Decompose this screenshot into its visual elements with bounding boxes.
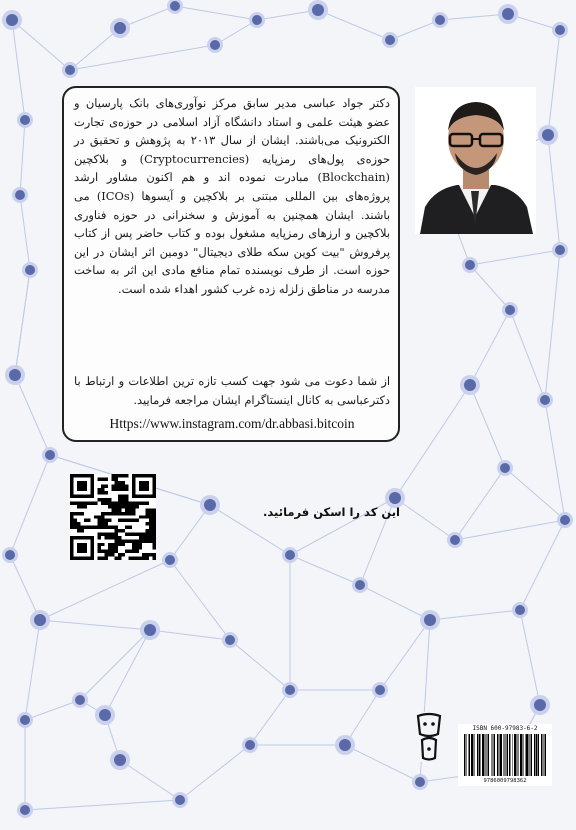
network-node xyxy=(20,805,30,815)
network-edge xyxy=(40,560,170,620)
network-node xyxy=(75,695,85,705)
network-node xyxy=(555,245,565,255)
network-edge xyxy=(175,6,257,20)
network-edge xyxy=(470,310,510,385)
network-edge xyxy=(170,560,230,640)
network-node xyxy=(560,515,570,525)
network-node xyxy=(450,535,460,545)
network-node xyxy=(34,614,46,626)
network-edge xyxy=(380,620,430,690)
network-node xyxy=(6,14,18,26)
network-edge xyxy=(15,270,30,375)
author-photo xyxy=(415,87,536,234)
isbn-barcode-block xyxy=(458,724,552,786)
network-edge xyxy=(395,498,455,540)
network-edge xyxy=(20,120,25,195)
network-edge xyxy=(430,610,520,620)
network-edge xyxy=(548,135,560,250)
network-edge xyxy=(250,690,290,745)
network-node xyxy=(20,115,30,125)
network-node xyxy=(339,739,351,751)
network-node xyxy=(389,492,401,504)
network-node xyxy=(210,40,220,50)
network-node xyxy=(65,65,75,75)
network-node xyxy=(25,265,35,275)
network-edge xyxy=(230,640,290,690)
network-node xyxy=(555,25,565,35)
network-edge xyxy=(360,585,430,620)
network-node xyxy=(9,369,21,381)
network-edge xyxy=(470,385,505,468)
network-node xyxy=(245,740,255,750)
network-edge xyxy=(25,620,40,720)
instagram-url[interactable]: Https://www.instagram.com/dr.abbasi.bitcoin xyxy=(109,416,355,431)
publisher-logo xyxy=(414,712,444,762)
network-edge xyxy=(40,620,150,630)
instagram-invite-text: از شما دعوت می شود جهت کسب تازه ترین اطلاعات و ارتباط با دکترعباسی به کانال اینستاگرام ایشان مراجعه فرمایید. xyxy=(74,374,390,407)
network-edge xyxy=(440,14,508,20)
network-node xyxy=(542,129,554,141)
network-node xyxy=(114,754,126,766)
network-node xyxy=(505,305,515,315)
network-edge xyxy=(70,45,215,70)
network-edge xyxy=(548,30,560,135)
network-edge xyxy=(20,195,30,270)
network-edge xyxy=(10,555,40,620)
network-edge xyxy=(470,265,510,310)
network-edge xyxy=(10,455,50,555)
network-edge xyxy=(520,520,565,610)
network-edge xyxy=(150,630,230,640)
network-node xyxy=(170,1,180,11)
network-node xyxy=(435,15,445,25)
network-edge xyxy=(80,630,150,700)
network-edge xyxy=(15,375,50,455)
network-node xyxy=(312,4,324,16)
network-edge xyxy=(455,520,565,540)
network-edge xyxy=(510,310,545,400)
network-edge xyxy=(25,700,80,720)
network-node xyxy=(355,580,365,590)
network-node xyxy=(285,550,295,560)
network-node xyxy=(20,715,30,725)
network-edge xyxy=(545,400,565,520)
network-node xyxy=(175,795,185,805)
network-node xyxy=(225,635,235,645)
network-edge xyxy=(120,760,180,800)
qr-code[interactable] xyxy=(70,474,156,560)
network-edge xyxy=(170,505,210,560)
network-edge xyxy=(345,745,420,782)
network-edge xyxy=(105,630,150,715)
qr-scan-caption: این کد را اسکن فرمائید. xyxy=(263,505,400,519)
network-edge xyxy=(390,20,440,40)
network-node xyxy=(424,614,436,626)
network-node xyxy=(415,777,425,787)
network-edge xyxy=(505,468,565,520)
network-node xyxy=(165,555,175,565)
network-edge xyxy=(520,610,540,705)
barcode-number: 9786009798362 xyxy=(483,778,527,784)
network-node xyxy=(15,190,25,200)
network-edge xyxy=(25,800,180,810)
network-node xyxy=(5,550,15,560)
network-edge xyxy=(180,745,250,800)
network-node xyxy=(502,8,514,20)
network-node xyxy=(45,450,55,460)
network-node xyxy=(534,699,546,711)
network-edge xyxy=(318,10,390,40)
network-node xyxy=(465,260,475,270)
network-node xyxy=(515,605,525,615)
network-node xyxy=(144,624,156,636)
network-node xyxy=(385,35,395,45)
network-edge xyxy=(455,468,505,540)
barcode xyxy=(464,734,546,776)
network-node xyxy=(540,395,550,405)
network-edge xyxy=(545,250,560,400)
network-edge xyxy=(290,555,360,585)
network-node xyxy=(464,379,476,391)
network-node xyxy=(252,15,262,25)
network-node xyxy=(204,499,216,511)
network-edge xyxy=(470,250,560,265)
network-node xyxy=(375,685,385,695)
network-node xyxy=(285,685,295,695)
network-edge xyxy=(12,20,70,70)
author-bio-text: دکتر جواد عباسی مدیر سابق مرکز نوآوری‌های بانک پارسیان و عضو هیئت علمی و استاد دانشگاه آزاد اسلامی در حوزه‌ی تجارت الکترونیک می‌باشند. ایشان از سال ۲۰۱۳ به پژوهش و تحقیق در حوزه‌ی پول‌های رمزپایه (Cryptocurrencies) و بلاکچین (Blockchain) مبادرت نموده اند و هم اکنون مشاور ارشد پروژه‌های بین المللی مبتنی بر بلاکچین و آیسوها (ICOs) می باشند. ایشان همچنین به آموزش و سخنرانی در حوزه فناوری بلاکچین و ارزهای رمزپایه مشغول بوده و کتاب حاضر پس از کتاب پرفروش "بیت کوین سکه طلای دیجیتال" دومین اثر ایشان در این حوزه است. از طرف نویسنده تمام منافع مادی این اثر به ساخت مدرسه در مناطق زلزله زده غرب کشور اهداء شده است. xyxy=(74,96,390,296)
network-node xyxy=(114,22,126,34)
network-node xyxy=(99,709,111,721)
isbn-label: ISBN 600-97983-6-2 xyxy=(472,725,538,732)
network-node xyxy=(500,463,510,473)
network-edge xyxy=(12,20,25,120)
network-edge xyxy=(395,385,470,498)
